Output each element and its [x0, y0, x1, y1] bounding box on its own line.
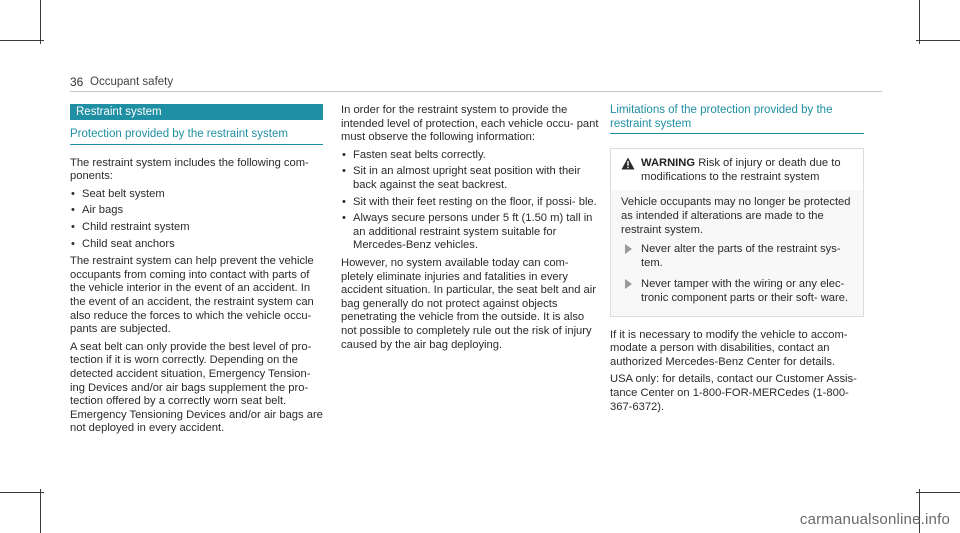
list-item: • Sit in an almost upright seat position with their back against the seat backrest. [341, 165, 599, 192]
body-paragraph: However, no system available today can com- pletely eliminate injuries and fatalities in every accident situation. In particular, the seat belt and air bag generally do not protect against objects penetrating the vehicle from the outside. It is also not possible to completely rule out the risk of injury caused by the air bag deploying. [341, 256, 596, 351]
list-item: • Sit with their feet resting on the floor, if possi- ble. [341, 196, 599, 210]
body-paragraph: USA only: for details, contact our Customer Assis- tance Center on 1-800-FOR-MERCedes (1-800-367-6372). [610, 373, 857, 413]
warning-label: WARNING [641, 157, 696, 170]
list-item: • Child restraint system [70, 221, 323, 235]
list-item: • Seat belt system [70, 188, 323, 202]
list-item: • Child seat anchors [70, 238, 323, 252]
instruction-step [621, 278, 853, 307]
step-text: Never alter the parts of the restraint sys- tem. [641, 243, 841, 269]
instruction-step [621, 243, 853, 272]
section-banner: Restraint system [70, 104, 323, 120]
warning-title: Risk of injury or death due to modifications to the restraint system [641, 157, 841, 183]
crop-mark [916, 40, 960, 41]
crop-mark [40, 489, 41, 533]
body-paragraph: The restraint system can help prevent the vehicle occupants from coming into contact with parts of the vehicle interior in the event of an accident. In the event of an accident, the restraint system can also reduce the forces to which the vehicle occu- pants are subjected. [70, 255, 314, 336]
section-title: Occupant safety [90, 76, 174, 88]
header-divider [70, 91, 882, 92]
intro-paragraph: In order for the restraint system to provide the intended level of protection, each vehicle occu- pant must observe the following information: [341, 104, 599, 144]
section-heading: Limitations of the protection provided by the restraint system [610, 104, 864, 134]
column-1 [70, 104, 323, 440]
information-list [341, 149, 599, 253]
warning-text: Vehicle occupants may no longer be protected as intended if alterations are made to the restraint system. [621, 196, 851, 236]
list-item: • Air bags [70, 204, 323, 218]
column-2 [341, 104, 599, 356]
warning-box [610, 148, 864, 316]
subheading: Protection provided by the restraint system [70, 128, 323, 145]
crop-mark [919, 0, 920, 44]
list-item: • Fasten seat belts correctly. [341, 149, 599, 163]
intro-paragraph: The restraint system includes the following com- ponents: [70, 156, 309, 183]
column-3 [610, 104, 864, 418]
body-paragraph: If it is necessary to modify the vehicle to accom- modate a person with disabilities, contact an authorized Mercedes-Benz Center for details. [610, 328, 848, 368]
crop-mark [0, 492, 44, 493]
crop-mark [40, 0, 41, 44]
arrow-right-icon [625, 244, 632, 254]
arrow-right-icon [625, 279, 632, 289]
components-list [70, 188, 323, 251]
warning-body [611, 190, 863, 315]
list-item: • Always secure persons under 5 ft (1.50 m) tall in an additional restraint system suitable for Mercedes-Benz vehicles. [341, 212, 599, 253]
crop-mark [0, 40, 44, 41]
page-number: 36 [70, 75, 84, 89]
warning-header [611, 149, 863, 190]
step-text: Never tamper with the wiring or any elec- tronic component parts or their soft- ware. [641, 278, 849, 304]
watermark-link[interactable]: carmanualsonline.info [799, 511, 950, 529]
warning-triangle-icon [621, 157, 635, 170]
body-paragraph: A seat belt can only provide the best level of pro- tection if it is worn correctly. Depending on the detected accident situation, Emergency Tension- ing Devices and/or air bags supplement the pro- tection offered by a correctly worn seat belt. Emergency Tensioning Devices and/or air bags are not deployed in every accident. [70, 340, 323, 435]
crop-mark [916, 492, 960, 493]
